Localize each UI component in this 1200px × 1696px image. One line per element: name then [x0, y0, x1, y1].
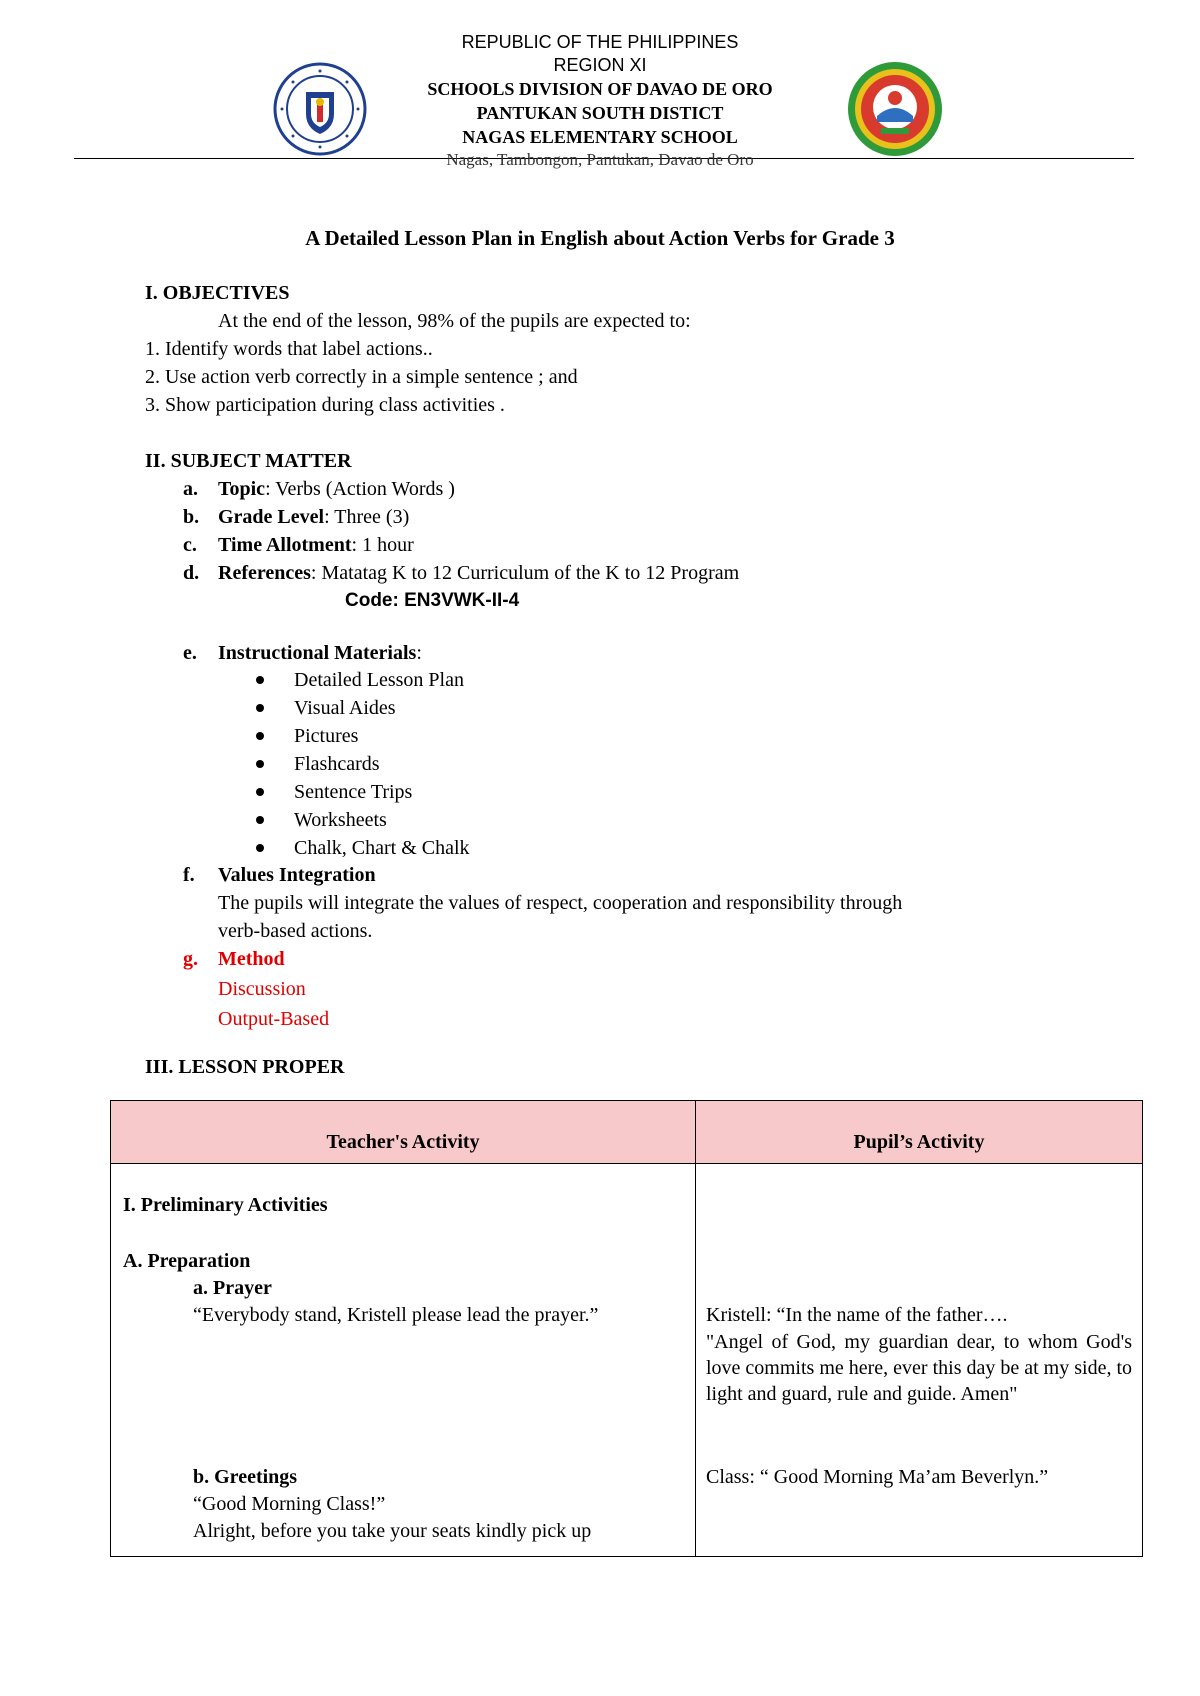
materials-list — [256, 666, 470, 862]
grade-level-value: : Three (3) — [324, 506, 410, 528]
time-allotment-value: : 1 hour — [351, 534, 414, 556]
values-text: verb-based actions. — [218, 920, 373, 942]
prayer-teacher-text: “Everybody stand, Kristell please lead the prayer.” — [193, 1304, 599, 1326]
column-header-pupil — [696, 1101, 1143, 1164]
list-marker: c. — [183, 534, 197, 556]
greetings-teacher-text: Alright, before you take your seats kindly pick up — [193, 1520, 592, 1542]
materials-row — [183, 640, 422, 666]
preparation-heading: A. Preparation — [123, 1250, 251, 1272]
list-item: Detailed Lesson Plan — [256, 666, 470, 694]
grade-level-label: Grade Level — [218, 506, 325, 528]
time-allotment-row — [183, 532, 414, 558]
method-label: Method — [218, 948, 285, 970]
greetings-heading: b. Greetings — [193, 1466, 298, 1488]
topic-row — [183, 476, 455, 502]
column-header-label: Pupil’s Activity — [853, 1131, 985, 1153]
references-label: References — [218, 562, 311, 584]
prayer-pupil-text: "Angel of God, my guardian dear, to whom God's love commits me here, ever this day be at my side, to light and guard, rule and guide. Amen" — [706, 1331, 1132, 1405]
prayer-pupil-text: Kristell: “In the name of the father…. — [706, 1304, 1008, 1326]
method-row — [183, 946, 285, 972]
curriculum-code: Code: EN3VWK-II-4 — [345, 590, 520, 611]
values-label: Values Integration — [218, 864, 376, 886]
prayer-heading: a. Prayer — [193, 1277, 272, 1299]
list-marker: d. — [183, 562, 200, 584]
document-title: A Detailed Lesson Plan in English about Action Verbs for Grade 3 — [305, 226, 895, 250]
list-marker: b. — [183, 506, 200, 528]
list-item: Flashcards — [256, 750, 470, 778]
list-marker: f. — [183, 864, 195, 886]
column-header-teacher — [111, 1101, 696, 1164]
objectives-intro: At the end of the lesson, 98% of the pupils are expected to: — [218, 310, 691, 332]
topic-value: : Verbs (Action Words ) — [265, 478, 455, 500]
values-text: The pupils will integrate the values of respect, cooperation and responsibility through — [218, 892, 903, 914]
list-item: Pictures — [256, 722, 470, 750]
greetings-pupil-text: Class: “ Good Morning Ma’am Beverlyn.” — [706, 1466, 1049, 1488]
materials-label: Instructional Materials — [218, 642, 417, 664]
list-marker: e. — [183, 642, 197, 664]
prelim-heading: I. Preliminary Activities — [123, 1194, 328, 1216]
header-school: NAGAS ELEMENTARY SCHOOL — [462, 127, 738, 147]
lesson-proper-heading: III. LESSON PROPER — [145, 1056, 345, 1078]
materials-colon: : — [416, 642, 422, 664]
objectives-heading: I. OBJECTIVES — [145, 282, 290, 304]
column-header-label: Teacher's Activity — [326, 1131, 480, 1153]
list-item: Worksheets — [256, 806, 470, 834]
objective-item: 2. Use action verb correctly in a simple sentence ; and — [145, 366, 578, 388]
objective-item: 3. Show participation during class activities . — [145, 394, 505, 416]
method-item: Output-Based — [218, 1008, 330, 1030]
list-marker: a. — [183, 478, 198, 500]
table-row — [111, 1164, 1143, 1557]
table-header-row — [111, 1101, 1143, 1164]
objective-item: 1. Identify words that label actions.. — [145, 338, 433, 360]
header-division: SCHOOLS DIVISION OF DAVAO DE ORO — [427, 79, 773, 99]
header-district: PANTUKAN SOUTH DISTICT — [476, 103, 724, 123]
topic-label: Topic — [218, 478, 266, 500]
subject-matter-heading: II. SUBJECT MATTER — [145, 450, 352, 472]
method-item: Discussion — [218, 978, 306, 1000]
list-item: Visual Aides — [256, 694, 470, 722]
list-item: Sentence Trips — [256, 778, 470, 806]
header-address: Nagas, Tambongon, Pantukan, Davao de Oro — [446, 150, 754, 169]
references-row — [183, 560, 739, 586]
header-republic: REPUBLIC OF THE PHILIPPINES — [461, 32, 739, 52]
list-item: Chalk, Chart & Chalk — [256, 834, 470, 862]
values-row — [183, 862, 376, 888]
deped-seal-logo — [273, 62, 367, 156]
school-seal-logo — [846, 60, 944, 158]
time-allotment-label: Time Allotment — [218, 534, 352, 556]
pupil-activity-cell — [696, 1164, 1143, 1557]
lesson-table — [110, 1100, 1143, 1557]
references-value: : Matatag K to 12 Curriculum of the K to 12 Program — [310, 562, 740, 584]
header-region: REGION XI — [553, 55, 647, 75]
greetings-teacher-text: “Good Morning Class!” — [193, 1493, 386, 1515]
teacher-activity-cell — [111, 1164, 696, 1557]
grade-level-row — [183, 504, 409, 530]
list-marker: g. — [183, 948, 198, 970]
